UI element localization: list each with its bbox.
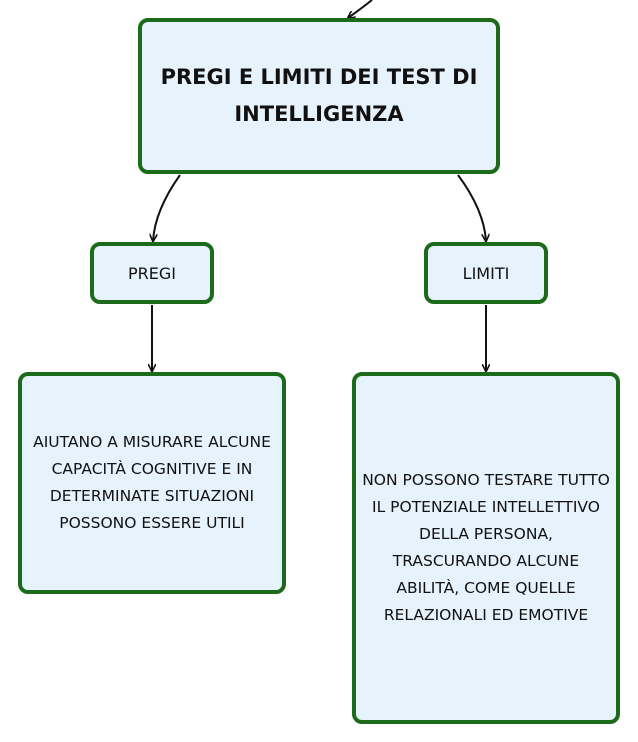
node-limiti-description[interactable] [352,372,620,724]
edge-root-to-pregi [153,175,180,241]
node-pregi-label: PREGI [128,263,176,283]
node-limiti-label: LIMITI [462,263,510,283]
node-root-label: PREGI E LIMITI DEI TEST DI INTELLIGENZA [160,65,478,126]
node-limiti[interactable] [424,242,548,304]
node-pregi-description-label: AIUTANO A MISURARE ALCUNE CAPACITÀ COGNITIVE E IN DETERMINATE SITUAZIONI POSSONO ESSERE UTILI [33,433,271,532]
node-pregi[interactable] [90,242,214,304]
node-pregi-description[interactable] [18,372,286,594]
node-limiti-description-label: NON POSSONO TESTARE TUTTO IL POTENZIALE INTELLETTIVO DELLA PERSONA, TRASCURANDO ALCUNE ABILITÀ, COME QUELLE RELAZIONALI ED EMOTIVE [362,471,610,624]
edge-root-to-limiti [458,175,486,241]
node-root-title[interactable] [138,18,500,174]
edge-parent-to-root [348,0,372,18]
